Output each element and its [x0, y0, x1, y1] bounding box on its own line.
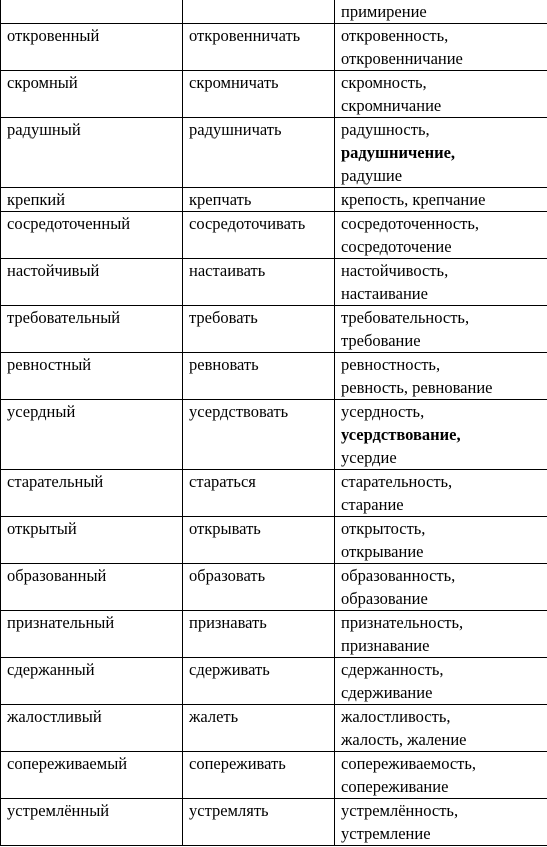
noun-text: сопереживание: [341, 777, 449, 796]
noun-cell: [335, 118, 547, 188]
noun-text: усердность,: [341, 402, 425, 421]
table-row: [1, 799, 547, 846]
noun-text-bold: усердствование,: [341, 425, 461, 444]
table-row: [1, 212, 547, 259]
noun-text: жалость, жаление: [341, 730, 467, 749]
noun-cell: [335, 400, 547, 470]
adjective-cell: откровенный: [1, 24, 183, 71]
table-row: [1, 470, 547, 517]
adjective-cell: усердный: [1, 400, 183, 470]
noun-text: сдерживание: [341, 683, 433, 702]
verb-cell: стараться: [183, 470, 335, 517]
adjective-cell: ревностный: [1, 353, 183, 400]
table-row: [1, 400, 547, 470]
verb-cell: настаивать: [183, 259, 335, 306]
noun-cell: [335, 470, 547, 517]
verb-cell: открывать: [183, 517, 335, 564]
noun-text: ревность, ревнование: [341, 378, 493, 397]
table-row: [1, 564, 547, 611]
noun-text-bold: радушничение,: [341, 143, 456, 162]
noun-cell: [335, 71, 547, 118]
noun-text: ревностность,: [341, 355, 441, 374]
noun-text: образованность,: [341, 566, 456, 585]
adjective-cell: сопереживаемый: [1, 752, 183, 799]
table-row: [1, 752, 547, 799]
adjective-cell: старательный: [1, 470, 183, 517]
noun-cell: [335, 0, 547, 24]
adjective-cell: образованный: [1, 564, 183, 611]
adjective-cell: устремлённый: [1, 799, 183, 846]
table-row: [1, 71, 547, 118]
noun-cell: [335, 212, 547, 259]
adjective-cell: крепкий: [1, 188, 183, 212]
noun-cell: [335, 658, 547, 705]
adjective-cell: скромный: [1, 71, 183, 118]
noun-text: скромничание: [341, 96, 442, 115]
noun-cell: [335, 799, 547, 846]
noun-text: сосредоточенность,: [341, 214, 480, 233]
adjective-cell: [1, 0, 183, 24]
noun-text: старательность,: [341, 472, 453, 491]
table-row: [1, 306, 547, 353]
noun-text: старание: [341, 495, 404, 514]
noun-text: сдержанность,: [341, 660, 444, 679]
table-row: [1, 705, 547, 752]
noun-text: настойчивость,: [341, 261, 449, 280]
noun-cell: [335, 611, 547, 658]
noun-cell: [335, 259, 547, 306]
noun-text: радушие: [341, 166, 403, 185]
noun-text: усердие: [341, 448, 397, 467]
noun-text: устремлённость,: [341, 801, 459, 820]
adjective-cell: сосредоточенный: [1, 212, 183, 259]
table-body: [1, 0, 547, 846]
table-row: [1, 658, 547, 705]
noun-text: скромность,: [341, 73, 427, 92]
noun-cell: [335, 24, 547, 71]
verb-cell: ревновать: [183, 353, 335, 400]
adjective-cell: сдержанный: [1, 658, 183, 705]
verb-cell: сосредоточивать: [183, 212, 335, 259]
noun-cell: [335, 306, 547, 353]
noun-text: откровенничание: [341, 49, 463, 68]
adjective-cell: радушный: [1, 118, 183, 188]
noun-cell: [335, 752, 547, 799]
table-row: [1, 118, 547, 188]
noun-text: настаивание: [341, 284, 428, 303]
noun-text: требование: [341, 331, 421, 350]
noun-text: требовательность,: [341, 308, 470, 327]
verb-cell: сопереживать: [183, 752, 335, 799]
verb-cell: жалеть: [183, 705, 335, 752]
adjective-cell: настойчивый: [1, 259, 183, 306]
table-row: [1, 611, 547, 658]
verb-cell: образовать: [183, 564, 335, 611]
noun-text: жалостливость,: [341, 707, 451, 726]
noun-text: сосредоточение: [341, 237, 452, 256]
table-row: [1, 188, 547, 212]
verb-cell: признавать: [183, 611, 335, 658]
noun-cell: [335, 188, 547, 212]
verb-cell: устремлять: [183, 799, 335, 846]
verb-cell: радушничать: [183, 118, 335, 188]
verb-cell: откровенничать: [183, 24, 335, 71]
noun-text: открытость,: [341, 519, 426, 538]
noun-cell: [335, 705, 547, 752]
noun-text: открывание: [341, 542, 424, 561]
noun-text: сопереживаемость,: [341, 754, 477, 773]
adjective-cell: требовательный: [1, 306, 183, 353]
adjective-cell: жалостливый: [1, 705, 183, 752]
noun-text: образование: [341, 589, 428, 608]
noun-cell: [335, 353, 547, 400]
noun-text: признавание: [341, 636, 430, 655]
noun-text: устремление: [341, 824, 431, 843]
noun-text: крепость, крепчание: [341, 190, 486, 209]
noun-text: откровенность,: [341, 26, 449, 45]
table-row: [1, 353, 547, 400]
verb-cell: усердствовать: [183, 400, 335, 470]
noun-text: радушность,: [341, 120, 430, 139]
verb-cell: [183, 0, 335, 24]
adjective-cell: признательный: [1, 611, 183, 658]
table-row: [1, 0, 547, 24]
verb-cell: скромничать: [183, 71, 335, 118]
adjective-cell: открытый: [1, 517, 183, 564]
verb-cell: крепчать: [183, 188, 335, 212]
verb-cell: требовать: [183, 306, 335, 353]
noun-text: признательность,: [341, 613, 464, 632]
noun-cell: [335, 564, 547, 611]
noun-text: примирение: [341, 2, 427, 21]
table-row: [1, 517, 547, 564]
table-row: [1, 24, 547, 71]
noun-cell: [335, 517, 547, 564]
table-row: [1, 259, 547, 306]
verb-cell: сдерживать: [183, 658, 335, 705]
